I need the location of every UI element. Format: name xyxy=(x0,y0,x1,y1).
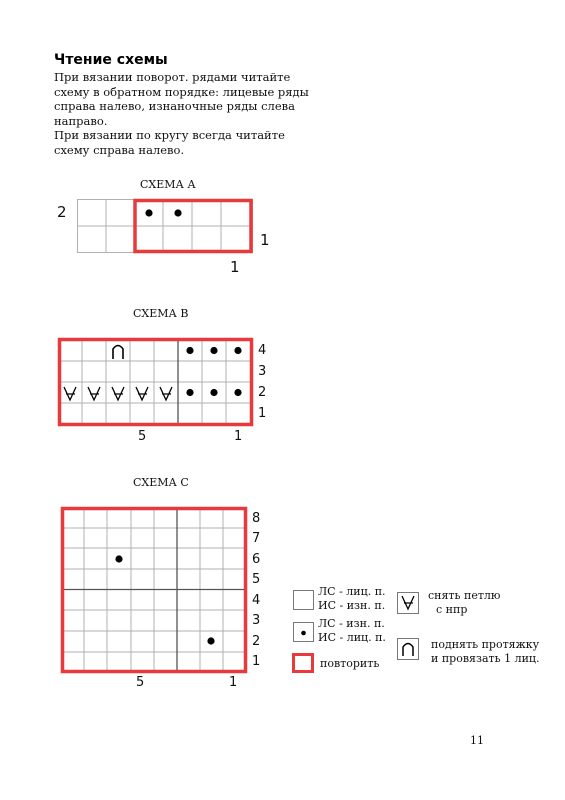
chart-b-purl-dot xyxy=(234,389,241,396)
chart-a-title: СХЕМА А xyxy=(140,178,196,191)
chart-a-col-label: 1 xyxy=(230,258,240,276)
chart-c-row-label: 5 xyxy=(252,572,261,587)
chart-b-purl-dot xyxy=(234,347,241,354)
slip-stitch-icon xyxy=(398,593,418,613)
chart-b-purl-dot xyxy=(210,347,217,354)
intro-text xyxy=(54,70,314,157)
chart-b-col-label-left: 5 xyxy=(138,429,147,444)
legend-lift-line: и провязать 1 лиц. xyxy=(431,651,540,665)
legend-slip-line: с нпр xyxy=(436,602,468,616)
page-heading: Чтение схемы xyxy=(54,52,168,68)
lift-strand-icon xyxy=(398,639,418,659)
legend-purl-text xyxy=(318,617,386,644)
chart-c-row-label: 8 xyxy=(252,511,261,526)
legend-slip-line: снять петлю xyxy=(428,589,501,602)
chart-a-grid xyxy=(77,199,253,254)
chart-c-col-label-right: 1 xyxy=(229,675,238,690)
chart-b-row-label: 4 xyxy=(258,343,267,358)
chart-b-slip-symbol xyxy=(160,387,172,400)
chart-c-title: СХЕМА С xyxy=(133,476,189,489)
legend-knit-text xyxy=(318,585,386,612)
chart-a-row-label-right: 1 xyxy=(260,231,270,249)
chart-c-row-label: 1 xyxy=(252,654,261,669)
chart-b-purl-dot xyxy=(210,389,217,396)
legend-knit-line: ИС - изн. п. xyxy=(318,598,386,612)
chart-c-row-label: 7 xyxy=(252,531,261,546)
legend-lift-box xyxy=(397,638,419,660)
chart-b-slip-symbol xyxy=(64,387,76,400)
legend-slip-box xyxy=(397,592,419,614)
legend-purl-box xyxy=(293,622,314,642)
chart-b-lift-symbol xyxy=(113,346,123,360)
intro-line: При вязании поворот. рядами читайте xyxy=(54,70,291,84)
chart-b-slip-symbol xyxy=(112,387,124,400)
chart-a-purl-dot xyxy=(145,209,152,216)
chart-c-row-label: 4 xyxy=(252,593,261,608)
legend-lift-line: поднять протяжку xyxy=(431,638,540,651)
intro-line: схему справа налево. xyxy=(54,142,185,157)
intro-line: схему в обратном порядке: лицевые ряды xyxy=(54,84,309,99)
chart-b-purl-dot xyxy=(186,389,193,396)
page-number: 11 xyxy=(470,734,484,747)
legend-repeat-box xyxy=(292,653,314,673)
chart-b-row-label: 1 xyxy=(258,406,267,421)
intro-line: справа налево, изнаночные ряды слева xyxy=(54,99,295,113)
intro-line: При вязании по кругу всегда читайте xyxy=(54,128,285,142)
dot-icon xyxy=(294,623,313,641)
chart-c-purl-dot xyxy=(207,637,214,644)
chart-b-slip-symbol xyxy=(136,387,148,400)
chart-b-grid xyxy=(58,338,253,426)
intro-line: направо. xyxy=(54,113,108,128)
chart-c-row-label: 2 xyxy=(252,634,261,649)
chart-c-col-label-left: 5 xyxy=(136,675,145,690)
chart-b-purl-dot xyxy=(186,347,193,354)
legend-knit-line: ЛС - лиц. п. xyxy=(318,585,386,598)
chart-c-grid xyxy=(61,507,247,673)
chart-c-purl-dot xyxy=(115,555,122,562)
legend-repeat-text: повторить xyxy=(320,657,380,670)
chart-c-row-label: 3 xyxy=(252,613,261,628)
chart-b-title: СХЕМА В xyxy=(133,307,189,320)
legend-purl-line: ЛС - изн. п. xyxy=(318,617,385,630)
legend-purl-line: ИС - лиц. п. xyxy=(318,630,386,644)
chart-b-slip-symbol xyxy=(88,387,100,400)
legend-lift-text xyxy=(431,638,539,665)
legend-slip-text xyxy=(428,589,501,616)
chart-b-row-label: 3 xyxy=(258,364,267,379)
chart-a-purl-dot xyxy=(174,209,181,216)
chart-b-row-label: 2 xyxy=(258,385,267,400)
chart-c-row-label: 6 xyxy=(252,552,261,567)
legend-knit-box xyxy=(293,590,314,610)
chart-b-col-label-right: 1 xyxy=(234,429,243,444)
chart-a-row-label-left: 2 xyxy=(57,203,67,221)
